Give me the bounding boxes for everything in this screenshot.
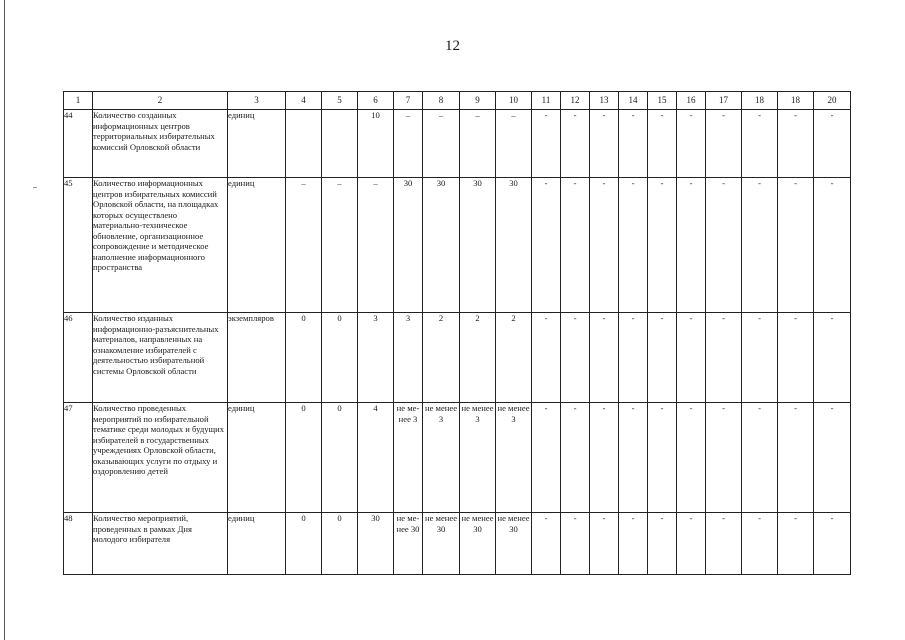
value-cell: - xyxy=(619,178,648,313)
value-cell: не менее 30 xyxy=(423,513,460,575)
value-cell: - xyxy=(532,313,561,403)
column-header: 12 xyxy=(561,92,590,110)
column-header: 10 xyxy=(496,92,532,110)
value-cell: - xyxy=(561,513,590,575)
value-cell: – xyxy=(322,178,358,313)
value-cell: 2 xyxy=(496,313,532,403)
page-number: 12 xyxy=(445,38,460,54)
value-cell: 2 xyxy=(460,313,496,403)
value-cell: - xyxy=(532,513,561,575)
value-cell: - xyxy=(814,110,851,178)
column-header: 9 xyxy=(460,92,496,110)
row-number: 46 xyxy=(64,313,93,403)
value-cell: - xyxy=(619,313,648,403)
value-cell: - xyxy=(778,513,814,575)
value-cell: - xyxy=(561,110,590,178)
value-cell: 30 xyxy=(394,178,423,313)
value-cell: - xyxy=(814,403,851,513)
value-cell: 30 xyxy=(460,178,496,313)
column-header: 8 xyxy=(423,92,460,110)
indicator-table xyxy=(63,91,851,575)
row-number: 45 xyxy=(64,178,93,313)
indicator-name: Количество изданных информационно-разъяснительных материалов, направленных на ознакомление избирателей с деятельностью избирательной системы Орловской области xyxy=(93,313,228,403)
value-cell: - xyxy=(532,178,561,313)
value-cell: 0 xyxy=(322,403,358,513)
row-number: 48 xyxy=(64,513,93,575)
value-cell: - xyxy=(590,513,619,575)
table-row xyxy=(64,178,851,313)
value-cell: - xyxy=(706,110,742,178)
value-cell: не менее 30 xyxy=(460,513,496,575)
value-cell: - xyxy=(648,178,677,313)
value-cell: - xyxy=(590,110,619,178)
column-header: 13 xyxy=(590,92,619,110)
value-cell: 10 xyxy=(358,110,394,178)
value-cell: - xyxy=(814,178,851,313)
value-cell: - xyxy=(532,403,561,513)
value-cell: 30 xyxy=(358,513,394,575)
value-cell: - xyxy=(677,513,706,575)
table-row xyxy=(64,513,851,575)
value-cell: – xyxy=(496,110,532,178)
column-header: 3 xyxy=(228,92,286,110)
table-row xyxy=(64,313,851,403)
value-cell xyxy=(322,110,358,178)
column-header: 6 xyxy=(358,92,394,110)
row-number: 44 xyxy=(64,110,93,178)
value-cell: - xyxy=(742,110,778,178)
value-cell: - xyxy=(677,313,706,403)
value-cell: - xyxy=(532,110,561,178)
value-cell: не менее 3 xyxy=(496,403,532,513)
column-header: 18 xyxy=(742,92,778,110)
binding-line xyxy=(4,0,5,640)
value-cell: - xyxy=(814,313,851,403)
value-cell: - xyxy=(706,513,742,575)
value-cell: - xyxy=(706,178,742,313)
unit-of-measure: единиц xyxy=(228,110,286,178)
column-header: 16 xyxy=(677,92,706,110)
value-cell: 0 xyxy=(322,513,358,575)
value-cell: не менее 3 xyxy=(460,403,496,513)
value-cell: - xyxy=(742,313,778,403)
table-row xyxy=(64,403,851,513)
value-cell: 0 xyxy=(286,403,322,513)
column-header: 15 xyxy=(648,92,677,110)
value-cell: - xyxy=(648,110,677,178)
value-cell: - xyxy=(778,313,814,403)
unit-of-measure: экземпляров xyxy=(228,313,286,403)
value-cell: – xyxy=(423,110,460,178)
value-cell: - xyxy=(742,178,778,313)
value-cell: - xyxy=(648,313,677,403)
column-header: 11 xyxy=(532,92,561,110)
value-cell: - xyxy=(619,513,648,575)
value-cell: - xyxy=(677,110,706,178)
unit-of-measure: единиц xyxy=(228,513,286,575)
value-cell: не менее 3 xyxy=(423,403,460,513)
value-cell: - xyxy=(677,178,706,313)
value-cell: – xyxy=(358,178,394,313)
value-cell: – xyxy=(460,110,496,178)
value-cell: 4 xyxy=(358,403,394,513)
value-cell: - xyxy=(561,313,590,403)
column-header: 5 xyxy=(322,92,358,110)
column-header: 7 xyxy=(394,92,423,110)
value-cell: не ме-нее 3 xyxy=(394,403,423,513)
column-header: 2 xyxy=(93,92,228,110)
value-cell: - xyxy=(778,403,814,513)
value-cell: 0 xyxy=(286,313,322,403)
value-cell xyxy=(286,110,322,178)
value-cell: - xyxy=(742,403,778,513)
value-cell: - xyxy=(677,403,706,513)
table-row xyxy=(64,110,851,178)
value-cell: - xyxy=(742,513,778,575)
value-cell: - xyxy=(590,178,619,313)
value-cell: - xyxy=(561,178,590,313)
value-cell: 0 xyxy=(286,513,322,575)
unit-of-measure: единиц xyxy=(228,178,286,313)
value-cell: - xyxy=(706,313,742,403)
value-cell: 30 xyxy=(496,178,532,313)
unit-of-measure: единиц xyxy=(228,403,286,513)
column-header: 4 xyxy=(286,92,322,110)
value-cell: - xyxy=(619,403,648,513)
value-cell: - xyxy=(590,313,619,403)
value-cell: - xyxy=(778,178,814,313)
value-cell: - xyxy=(648,403,677,513)
column-header: 1 xyxy=(64,92,93,110)
value-cell: 3 xyxy=(358,313,394,403)
value-cell: не менее 30 xyxy=(496,513,532,575)
value-cell: - xyxy=(706,403,742,513)
value-cell: - xyxy=(590,403,619,513)
indicator-name: Количество информационных центров избирательных комиссий Орловской области, на площадках которых осуществлено материально-техническое обновление, организационное сопровождение и методическое наполнение информационного пространства xyxy=(93,178,228,313)
indicator-name: Количество мероприятий, проведенных в рамках Дня молодого избирателя xyxy=(93,513,228,575)
indicator-name: Количество созданных информационных центров территориальных избирательных комиссий Орловской области xyxy=(93,110,228,178)
value-cell: - xyxy=(648,513,677,575)
value-cell: 0 xyxy=(322,313,358,403)
header-row xyxy=(64,92,851,110)
value-cell: - xyxy=(619,110,648,178)
value-cell: не ме-нее 30 xyxy=(394,513,423,575)
value-cell: 30 xyxy=(423,178,460,313)
value-cell: - xyxy=(778,110,814,178)
value-cell: - xyxy=(561,403,590,513)
value-cell: – xyxy=(394,110,423,178)
binding-mark xyxy=(33,187,37,188)
indicator-name: Количество проведенных мероприятий по избирательной тематике среди молодых и будущих избирателей в государственных учреждениях Орловской области, оказывающих услуги по отдыху и оздоровлению детей xyxy=(93,403,228,513)
value-cell: 3 xyxy=(394,313,423,403)
column-header: 18 xyxy=(778,92,814,110)
column-header: 14 xyxy=(619,92,648,110)
value-cell: - xyxy=(814,513,851,575)
value-cell: – xyxy=(286,178,322,313)
column-header: 17 xyxy=(706,92,742,110)
value-cell: 2 xyxy=(423,313,460,403)
column-header: 20 xyxy=(814,92,851,110)
row-number: 47 xyxy=(64,403,93,513)
